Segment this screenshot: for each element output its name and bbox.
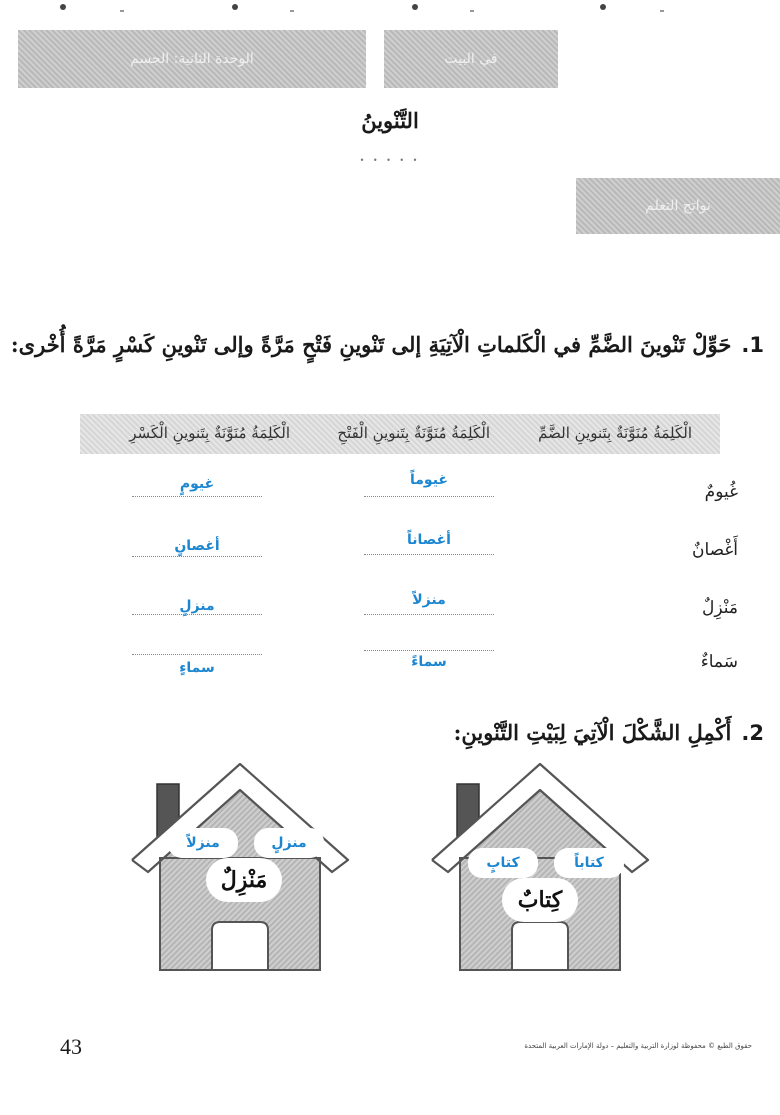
answer-kasr: أغصانٍ (174, 538, 220, 554)
answer-kasr: منزلٍ (179, 598, 215, 614)
learning-label: نواتج التعلم (645, 198, 711, 214)
unit-banner (18, 30, 366, 88)
answer-line (132, 614, 262, 615)
house-base-word: مَنْزِلٌ (206, 858, 282, 902)
word-damma: سَماءٌ (700, 652, 738, 672)
header-fath: الْكَلِمَةُ مُنَوَّنَةٌ بِتَنوينِ الْفَتْحِ (337, 424, 490, 442)
word-damma: أَغْصانٌ (691, 540, 738, 560)
question-2-number: 2. (741, 721, 764, 745)
question-1 (11, 332, 764, 357)
answer-line (132, 654, 262, 655)
answer-fath: منزلاً (412, 592, 446, 608)
house-shape (420, 758, 660, 978)
answer-line (132, 556, 262, 557)
header-damma: الْكَلِمَةُ مُنَوَّنَةٌ بِتَنوينِ الضَّمِّ (538, 424, 692, 442)
word-damma: مَنْزِلٌ (702, 598, 738, 618)
answer-line (364, 614, 494, 615)
section-banner (384, 30, 558, 88)
answer-line (364, 496, 494, 497)
answer-line (132, 496, 262, 497)
answer-kasr: غيومٍ (179, 476, 215, 492)
house-pill-right: كتاباً (554, 848, 624, 878)
house-kitab (420, 758, 660, 978)
answer-line (364, 554, 494, 555)
page-number: 43 (60, 1034, 82, 1059)
house-pill-left: منزلاً (168, 828, 238, 858)
question-2-text: أَكْمِلِ الشَّكْلَ الْآتِيَ لِبَيْتِ التَّنْوينِ: (453, 720, 732, 745)
learning-outcomes-banner (576, 178, 780, 234)
section-label: في البيت (444, 51, 498, 67)
table-header (80, 414, 720, 454)
answer-kasr: سماءٍ (179, 660, 215, 676)
house-pill-right: منزلٍ (254, 828, 324, 858)
unit-label: الوحدة الثانية: الجسم (130, 51, 254, 67)
copyright-notice: حقوق الطبع © محفوظة لوزارة التربية والتعليم – دولة الإمارات العربية المتحدة (524, 1042, 752, 1050)
lesson-title: التَّنْوينُ (361, 108, 419, 133)
house-manzil (120, 758, 360, 978)
answer-line (364, 650, 494, 651)
question-1-text: حَوِّلْ تَنْوينَ الضَّمِّ في الْكَلماتِ الْآتِيَةِ إلى تَنْوينِ فَتْحٍ مَرَّةً وإلى تَنْوينِ كَسْرٍ مَرَّةً أُخْرى: (10, 332, 732, 357)
header-kasr: الْكَلِمَةُ مُنَوَّنَةٌ بِتَنوينِ الْكَسْرِ (129, 424, 290, 442)
word-damma: غُيومٌ (704, 482, 738, 502)
answer-fath: غيوماً (410, 472, 448, 488)
answer-fath: أغصاناً (407, 532, 451, 548)
question-2 (454, 720, 764, 745)
house-pill-left: كتابٍ (468, 848, 538, 878)
answer-fath: سماءً (411, 654, 447, 670)
title-dots: • • • • • (359, 156, 421, 165)
house-base-word: كِتابٌ (502, 878, 578, 922)
question-1-number: 1. (741, 333, 764, 357)
